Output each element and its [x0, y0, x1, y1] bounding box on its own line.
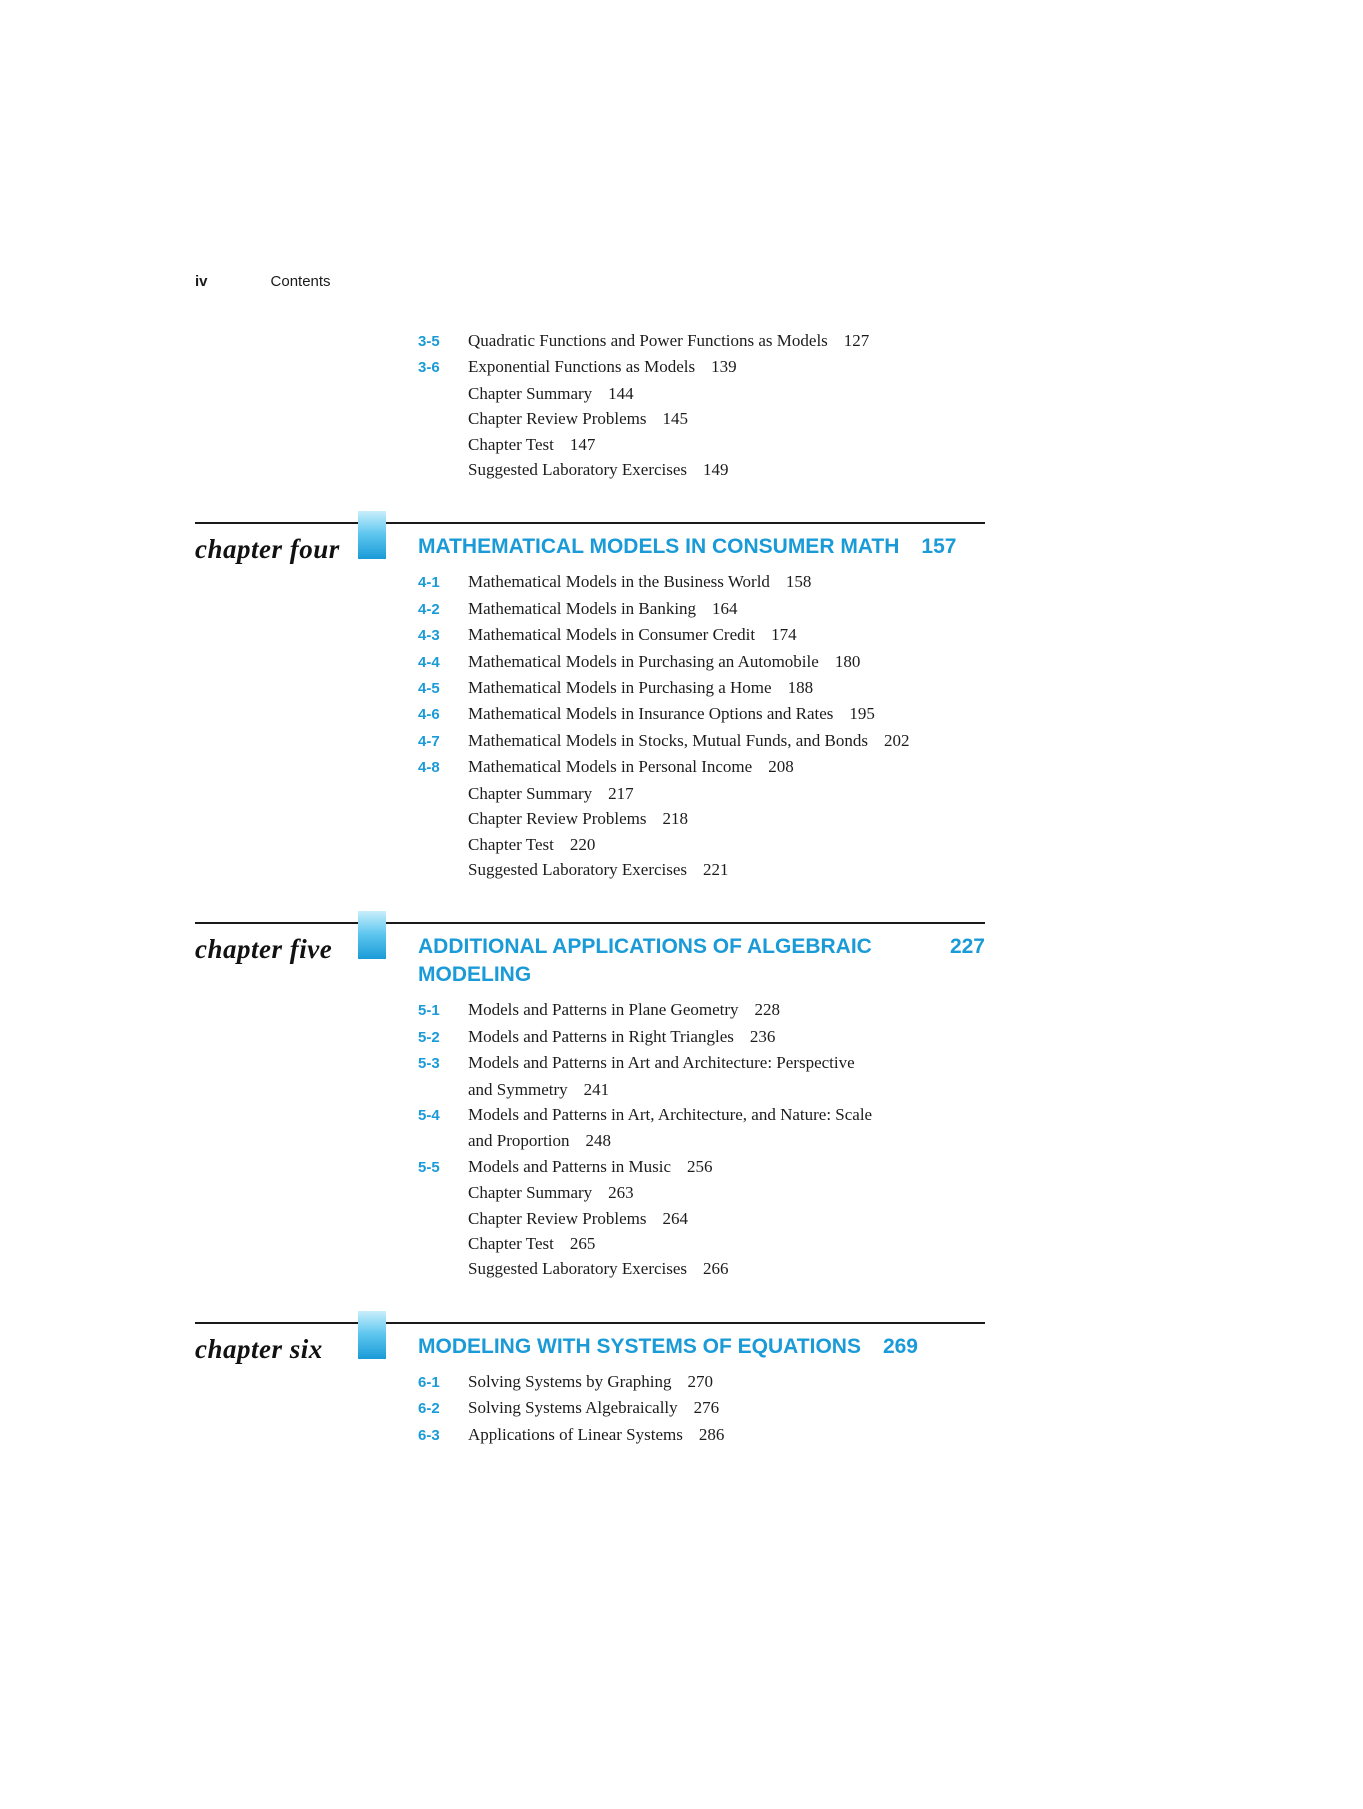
section-number: 5-1 [418, 1002, 440, 1020]
section-title: Mathematical Models in Banking [468, 598, 697, 618]
chapter-entries [195, 1369, 985, 1448]
section-number: 4-1 [418, 574, 440, 592]
section-number: 4-3 [418, 627, 440, 645]
section-number: 3-6 [418, 359, 440, 377]
section-page-number: 263 [608, 1183, 634, 1203]
toc-entry-line [195, 649, 985, 675]
section-title: Models and Patterns in Art, Architecture, and Nature: Scale [468, 1104, 873, 1124]
section-title: Mathematical Models in Stocks, Mutual Funds, and Bonds [468, 730, 868, 750]
toc-entry-line [195, 328, 985, 354]
chapter-script-label: chapter six [195, 1333, 323, 1364]
section-title: Chapter Test [468, 1233, 554, 1253]
chapter-page-number: 157 [921, 535, 957, 559]
section-number: 6-1 [418, 1373, 440, 1391]
toc-entry-line [195, 406, 985, 431]
section-page-number: 195 [849, 704, 875, 724]
toc-entry-line [195, 432, 985, 457]
section-page-number: 208 [768, 757, 794, 777]
section-title: Solving Systems by Graphing [468, 1371, 672, 1391]
section-title: Chapter Review Problems [468, 409, 647, 429]
section-number: 4-2 [418, 600, 440, 618]
toc-entry-line [195, 1154, 985, 1180]
section-page-number: 139 [711, 357, 737, 377]
section-number: 5-5 [418, 1158, 440, 1176]
page-folio: iv [195, 273, 208, 290]
running-title: Contents [270, 273, 331, 290]
section-page-number: 164 [712, 598, 738, 618]
section-title: Mathematical Models in the Business World [468, 572, 770, 592]
toc-entry-line [195, 1256, 985, 1281]
section-title: Chapter Summary [468, 783, 593, 803]
section-title: Models and Patterns in Art and Architecture: Perspective [468, 1053, 855, 1073]
chapter-title: MATHEMATICAL MODELS IN CONSUMER MATH [418, 535, 900, 559]
chapter-title: ADDITIONAL APPLICATIONS OF ALGEBRAIC MODELING [418, 935, 872, 987]
section-title: Quadratic Functions and Power Functions as Models [468, 331, 828, 350]
section-page-number: 276 [693, 1398, 720, 1418]
chapter-block [195, 1322, 985, 1448]
section-page-number: 266 [703, 1259, 729, 1279]
chapter-script-label: chapter four [195, 534, 340, 565]
section-page-number: 147 [569, 434, 596, 454]
toc-entry-line [195, 457, 985, 482]
toc-entry-line [195, 381, 985, 406]
section-number: 6-2 [418, 1400, 440, 1418]
section-title: Suggested Laboratory Exercises [468, 460, 688, 480]
toc-entry-line [195, 701, 985, 727]
chapter-title-row [418, 1324, 985, 1361]
section-page-number: 228 [754, 1000, 781, 1020]
toc-entry-line [195, 1128, 985, 1153]
section-number: 4-5 [418, 680, 440, 698]
toc-entry-line [195, 675, 985, 701]
section-title: and Proportion [468, 1131, 570, 1151]
section-title: Mathematical Models in Consumer Credit [468, 625, 756, 645]
section-page-number: 241 [583, 1079, 610, 1099]
chapter-accent-square [358, 511, 386, 559]
section-number: 5-3 [418, 1055, 440, 1073]
chapter-entries [195, 997, 985, 1281]
section-page-number: 144 [608, 383, 634, 403]
running-head [195, 272, 985, 292]
section-page-number: 218 [662, 809, 688, 829]
section-title: Chapter Review Problems [468, 809, 647, 829]
section-page-number: 270 [687, 1371, 714, 1391]
section-title: Exponential Functions as Models [468, 357, 696, 377]
chapter-block [195, 922, 985, 1281]
section-page-number: 286 [698, 1424, 725, 1444]
page-content [195, 272, 985, 1448]
section-page-number: 217 [608, 783, 634, 803]
section-title: Chapter Test [468, 434, 554, 454]
toc-entry-line [195, 569, 985, 595]
section-page-number: 236 [749, 1026, 776, 1046]
section-page-number: 265 [569, 1233, 596, 1253]
toc-entry-line [195, 1024, 985, 1050]
section-number: 4-6 [418, 706, 440, 724]
toc-entry-line [195, 1369, 985, 1395]
toc-entry-line [195, 806, 985, 831]
intro-entries [195, 328, 985, 482]
section-page-number: 188 [787, 678, 814, 698]
section-number: 4-4 [418, 653, 440, 671]
section-title: Chapter Test [468, 834, 554, 854]
chapter-accent-square [358, 1311, 386, 1359]
chapter-entries [195, 569, 985, 882]
section-title: Mathematical Models in Personal Income [468, 757, 753, 777]
section-page-number: 174 [771, 625, 797, 645]
section-page-number: 149 [703, 460, 729, 480]
section-title: Models and Patterns in Right Triangles [468, 1026, 734, 1046]
chapter-title: MODELING WITH SYSTEMS OF EQUATIONS [418, 1334, 861, 1358]
chapter-title-row [418, 924, 985, 989]
toc-entry-line [195, 857, 985, 882]
section-title: Chapter Review Problems [468, 1208, 647, 1228]
toc-entry-line [195, 1102, 985, 1128]
section-title: Suggested Laboratory Exercises [468, 1259, 688, 1279]
section-page-number: 145 [662, 409, 688, 429]
section-number: 5-4 [418, 1106, 440, 1124]
chapters-root [195, 522, 985, 1448]
toc-entry-line [195, 832, 985, 857]
section-title: Models and Patterns in Plane Geometry [468, 1000, 739, 1020]
toc-entry-line [195, 1180, 985, 1205]
section-page-number: 264 [662, 1208, 688, 1228]
section-title: Mathematical Models in Insurance Options and Rates [468, 704, 834, 724]
toc-entry-line [195, 1395, 985, 1421]
section-number: 5-2 [418, 1028, 440, 1046]
section-number: 4-8 [418, 759, 440, 777]
section-title: Mathematical Models in Purchasing an Automobile [468, 651, 819, 671]
section-title: Models and Patterns in Music [468, 1156, 672, 1176]
toc-entry-line [195, 754, 985, 780]
section-title: and Symmetry [468, 1079, 568, 1099]
toc-entry-line [195, 781, 985, 806]
section-page-number: 221 [703, 859, 729, 879]
section-page-number: 158 [785, 572, 812, 592]
toc-entry-line [195, 596, 985, 622]
chapter-block [195, 522, 985, 882]
chapter-accent-square [358, 911, 386, 959]
toc-entry-line [195, 997, 985, 1023]
toc-entry-line [195, 1050, 985, 1076]
section-page-number: 248 [585, 1131, 612, 1151]
section-title: Applications of Linear Systems [468, 1424, 683, 1444]
section-page-number: 180 [834, 651, 861, 671]
section-page-number: 127 [843, 331, 870, 350]
section-title: Solving Systems Algebraically [468, 1398, 678, 1418]
section-number: 6-3 [418, 1426, 440, 1444]
section-page-number: 220 [569, 834, 596, 854]
section-page-number: 256 [687, 1156, 713, 1176]
toc-entry-line [195, 1422, 985, 1448]
section-number: 3-5 [418, 333, 440, 350]
chapter-page-number: 269 [882, 1334, 918, 1358]
chapter-page-number: 227 [949, 935, 985, 959]
section-title: Chapter Summary [468, 383, 593, 403]
toc-entry-line [195, 1231, 985, 1256]
section-page-number: 202 [883, 730, 910, 750]
section-number: 4-7 [418, 732, 440, 750]
section-title: Mathematical Models in Purchasing a Home [468, 678, 772, 698]
chapter-script-label: chapter five [195, 934, 333, 965]
toc-entry-line [195, 1206, 985, 1231]
toc-entry-line [195, 622, 985, 648]
section-title: Chapter Summary [468, 1183, 593, 1203]
section-title: Suggested Laboratory Exercises [468, 859, 688, 879]
toc-entry-line [195, 1077, 985, 1102]
chapter-title-row [418, 524, 985, 561]
toc-entry-line [195, 354, 985, 380]
toc-entry-line [195, 728, 985, 754]
